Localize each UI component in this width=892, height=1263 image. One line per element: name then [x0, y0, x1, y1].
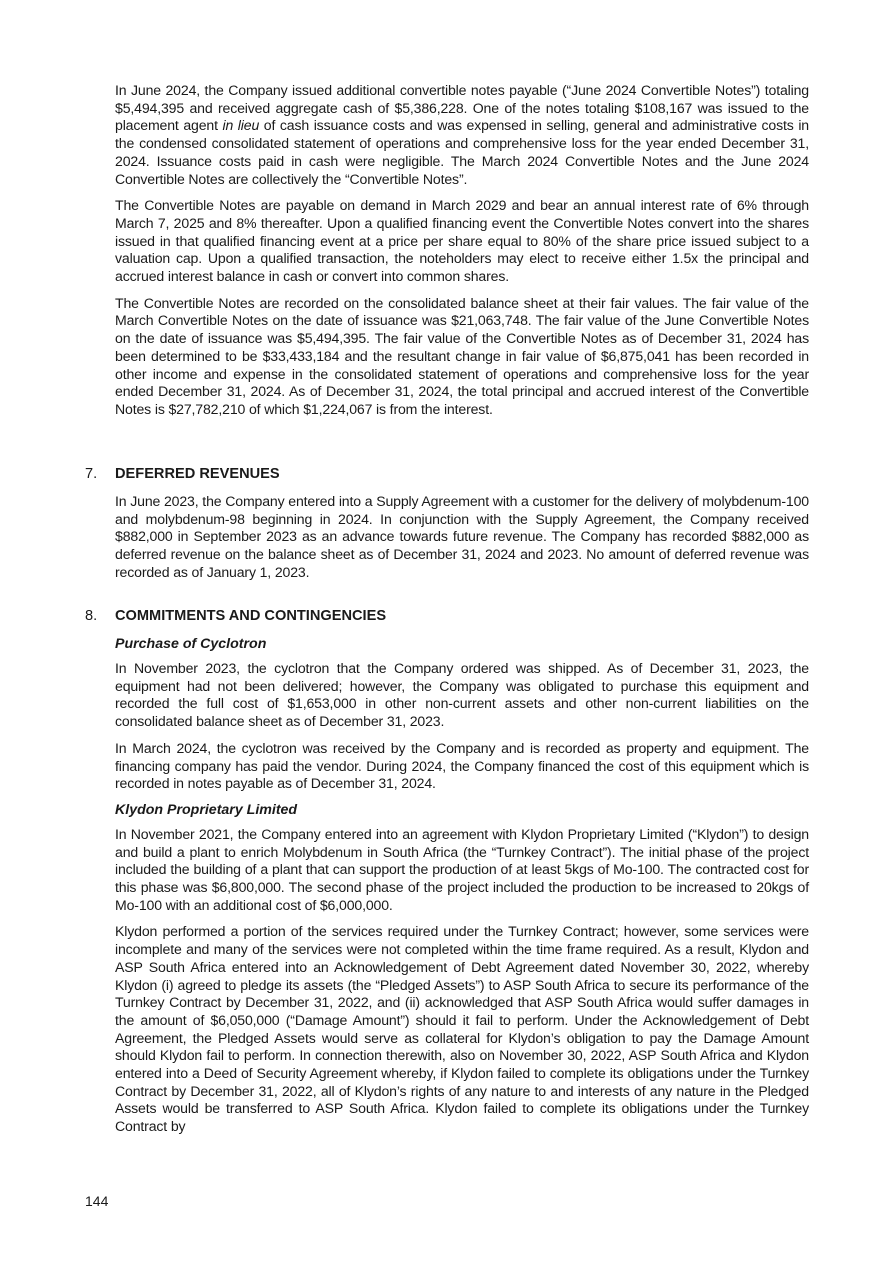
paragraph: In November 2023, the cyclotron that the Company ordered was shipped. As of December 31, 2023, the equipment had not been delivered; however, the Company was obligated to purchase this equipment and recorded the full cost of $1,653,000 in other non-current assets and other non-current liabilities on the consolidated balance sheet as of December 31, 2023.: [115, 660, 809, 730]
page-number: 144: [85, 1193, 109, 1209]
section-8-body: [115, 636, 809, 1145]
convertible-notes-block: [115, 82, 809, 428]
paragraph: The Convertible Notes are payable on demand in March 2029 and bear an annual interest rate of 6% through March 7, 2025 and 8% thereafter. Upon a qualified financing event the Convertible Notes convert into the shares issued in that qualified financing event at a price per share equal to 80% of the share price issued subject to a valuation cap. Upon a qualified transaction, the noteholders may elect to receive either 1.5x the principal and accrued interest balance in cash or convert into common shares.: [115, 197, 809, 285]
paragraph: Klydon performed a portion of the services required under the Turnkey Contract; however, some services were incomplete and many of the services were not completed within the time frame required. As a result, Klydon and ASP South Africa entered into an Acknowledgement of Debt Agreement dated November 30, 2022, whereby Klydon (i) agreed to pledge its assets (the “Pledged Assets”) to ASP South Africa to secure its performance of the Turnkey Contract by December 31, 2022, and (ii) acknowledged that ASP South Africa would suffer damages in the amount of $6,050,000 (“Damage Amount”) should it fail to perform. Under the Acknowledgement of Debt Agreement, the Pledged Assets would serve as collateral for Klydon’s obligation to pay the Damage Amount should Klydon fail to perform. In connection therewith, also on November 30, 2022, ASP South Africa and Klydon entered into a Deed of Security Agreement whereby, if Klydon failed to complete its obligations under the Turnkey Contract by December 31, 2022, all of Klydon’s rights of any nature to and interests of any nature in the Pledged Assets would be transferred to ASP South Africa. Klydon failed to complete its obligations under the Turnkey Contract by: [115, 923, 809, 1135]
subsection-title: Klydon Proprietary Limited: [115, 801, 298, 818]
paragraph: In June 2024, the Company issued additional convertible notes payable (“June 2024 Convertible Notes”) totaling $5,494,395 and received aggregate cash of $5,386,228. One of the notes totaling $108,167 was issued to the placement agent in lieu of cash issuance costs and was expensed in selling, general and administrative costs in the condensed consolidated statement of operations and comprehensive loss for the year ended December 31, 2024. Issuance costs paid in cash were negligible. The March 2024 Convertible Notes and the June 2024 Convertible Notes are collectively the “Convertible Notes”.: [115, 82, 809, 187]
section-number: 8.: [85, 608, 98, 624]
italic-phrase: in lieu: [222, 117, 260, 134]
paragraph: In November 2021, the Company entered into an agreement with Klydon Proprietary Limited (“Klydon”) to design and build a plant to enrich Molybdenum in South Africa (the “Turnkey Contract”). The initial phase of the project included the building of a plant that can support the production of at least 5kgs of Mo-100. The contracted cost for this phase was $6,800,000. The second phase of the project included the production to be increased to 20kgs of Mo-100 with an additional cost of $6,000,000.: [115, 825, 809, 913]
paragraph: The Convertible Notes are recorded on the consolidated balance sheet at their fair values. The fair value of the March Convertible Notes on the date of issuance was $21,063,748. The fair value of the June Convertible Notes on the date of issuance was $5,494,395. The fair value of the Convertible Notes as of December 31, 2024 has been determined to be $33,433,184 and the resultant change in fair value of $6,875,041 has been recorded in other income and expense in the consolidated statement of operations and comprehensive loss for the year ended December 31, 2024. As of December 31, 2024, the total principal and accrued interest of the Convertible Notes is $27,782,210 of which $1,224,067 is from the interest.: [115, 294, 809, 417]
section-heading-8: [85, 608, 809, 624]
section-title: COMMITMENTS AND CONTINGENCIES: [115, 608, 387, 624]
section-heading-7: [85, 466, 809, 482]
section-number: 7.: [85, 466, 98, 482]
paragraph: In March 2024, the cyclotron was received by the Company and is recorded as property and equipment. The financing company has paid the vendor. During 2024, the Company financed the cost of this equipment which is recorded in notes payable as of December 31, 2024.: [115, 739, 809, 792]
section-7-body: [115, 493, 809, 591]
subsection-title: Purchase of Cyclotron: [115, 636, 267, 652]
paragraph: In June 2023, the Company entered into a Supply Agreement with a customer for the delivery of molybdenum-100 and molybdenum-98 beginning in 2024. In conjunction with the Supply Agreement, the Company received $882,000 in September 2023 as an advance towards future revenue. The Company has recorded $882,000 as deferred revenue on the balance sheet as of December 31, 2024 and 2023. No amount of deferred revenue was recorded as of January 1, 2023.: [115, 493, 809, 580]
section-title: DEFERRED REVENUES: [115, 466, 280, 482]
